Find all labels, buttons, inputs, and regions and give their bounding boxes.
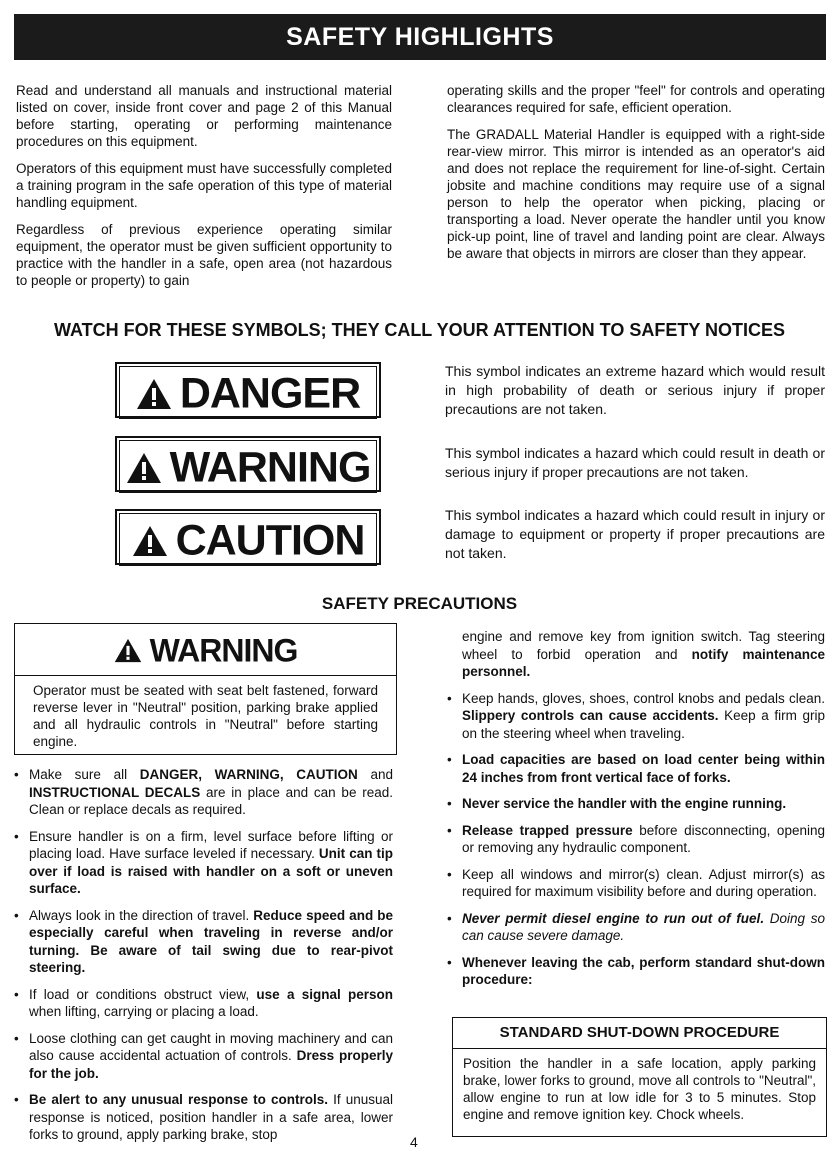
precautions-heading: SAFETY PRECAUTIONS [321,594,518,613]
hazard-triangle-icon [136,378,172,410]
list-item: • Make sure all DANGER, WARNING, CAUTION and INSTRUCTIONAL DECALS are in place and can be read. Clean or replace decals as required. [14,766,393,819]
intro-paragraph: Regardless of previous experience operating similar equipment, the operator must be given sufficient opportunity to practice with the handler in a safe, open area (not hazardous to people or property) to gain [16,222,392,288]
symbol-label: CAUTION [175,516,365,565]
intro-right-column [447,82,825,272]
hazard-triangle-icon [126,452,162,484]
list-item: • Never service the handler with the engine running. [447,795,825,813]
symbol-label: DANGER [179,369,361,418]
danger-description: This symbol indicates an extreme hazard which would result in high probability of death or serious injury if proper precautions are not taken. [445,363,825,417]
intro-paragraph: operating skills and the proper "feel" for controls and operating clearances required for safe, efficient operation. [447,83,825,115]
page-banner: SAFETY HIGHLIGHTS [14,14,826,60]
list-item: • Keep hands, gloves, shoes, control knobs and pedals clean. Slippery controls can cause accidents. Keep a firm grip on the steering wheel when traveling. [447,690,825,743]
warning-box-text: Operator must be seated with seat belt fastened, forward reverse lever in "Neutral" position, parking brake applied and all hydraulic controls in "Neutral" before starting engine. [33,682,378,749]
list-item: • Release trapped pressure before disconnecting, opening or removing any hydraulic component. [447,822,825,857]
symbol-label: WARNING [169,443,371,492]
intro-paragraph: The GRADALL Material Handler is equipped with a right-side rear-view mirror. This mirror is intended as an operator's aid and does not replace the requirement for line-of-sight. Certain jobsite and machine conditions may require use of a signal person to help the operator when picking, placing or transporting a load. Never operate the handler until you know pick-up point, line of travel and landing point are clear. Always be aware that objects in mirrors are closer than they appear. [447,127,825,261]
list-item: • Whenever leaving the cab, perform standard shut-down procedure: [447,954,825,989]
list-item: • Keep all windows and mirror(s) clean. Adjust mirror(s) as required for maximum visibility before and during operation. [447,866,825,901]
list-item: • Be alert to any unusual response to controls. If unusual response is noticed, position handler in a safe area, lower forks to ground, apply parking brake, stop [14,1091,393,1144]
symbols-heading: WATCH FOR THESE SYMBOLS; THEY CALL YOUR ATTENTION TO SAFETY NOTICES [53,320,786,340]
hazard-triangle-icon [132,525,168,557]
hazard-triangle-icon [114,638,142,663]
warning-symbol-box [115,436,381,492]
list-item: • Load capacities are based on load center being within 24 inches from front vertical face of forks. [447,751,825,786]
page-number: 4 [410,1134,418,1150]
warning-description: This symbol indicates a hazard which could result in death or serious injury if proper precautions are not taken. [445,445,825,480]
shutdown-box-title: STANDARD SHUT-DOWN PROCEDURE [453,1018,826,1049]
left-bullet-column [14,766,393,1153]
danger-symbol-box [115,362,381,418]
intro-paragraph: Read and understand all manuals and instructional material listed on cover, inside front cover and page 2 of this Manual before starting, operating or performing maintenance procedures on this equipment. [16,83,392,149]
intro-left-column [16,82,392,299]
warning-box-label: WARNING [149,632,298,669]
caution-symbol-box [115,509,381,565]
list-item: • Ensure handler is on a firm, level surface before lifting or placing load. Have surface leveled if necessary. Unit can tip over if load is raised with handler on a soft or uneven surface. [14,828,393,898]
right-bullet-column [447,628,825,998]
list-item: • Always look in the direction of travel. Reduce speed and be especially careful when traveling in reverse and/or turning. Be aware of tail swing due to rear-pivot steering. [14,907,393,977]
list-item-continuation: engine and remove key from ignition switch. Tag steering wheel to forbid operation and notify maintenance personnel. [462,629,825,679]
warning-box [14,623,397,755]
list-item: • If load or conditions obstruct view, use a signal person when lifting, carrying or placing a load. [14,986,393,1021]
caution-description: This symbol indicates a hazard which could result in injury or damage to equipment or property if proper precautions are not taken. [445,507,825,561]
list-item: • Never permit diesel engine to run out of fuel. Doing so can cause severe damage. [447,910,825,945]
warning-box-title [15,624,396,676]
intro-paragraph: Operators of this equipment must have successfully completed a training program in the safe operation of this type of material handling equipment. [16,161,392,210]
shutdown-box-text: Position the handler in a safe location, apply parking brake, lower forks to ground, move all controls to "Neutral", allow engine to run at low idle for 3 to 5 minutes. Stop engine and remove ignition key. Chock wheels. [463,1056,816,1122]
list-item: • Loose clothing can get caught in moving machinery and can also cause accidental actuation of controls. Dress properly for the job. [14,1030,393,1083]
shutdown-procedure-box [452,1017,827,1137]
